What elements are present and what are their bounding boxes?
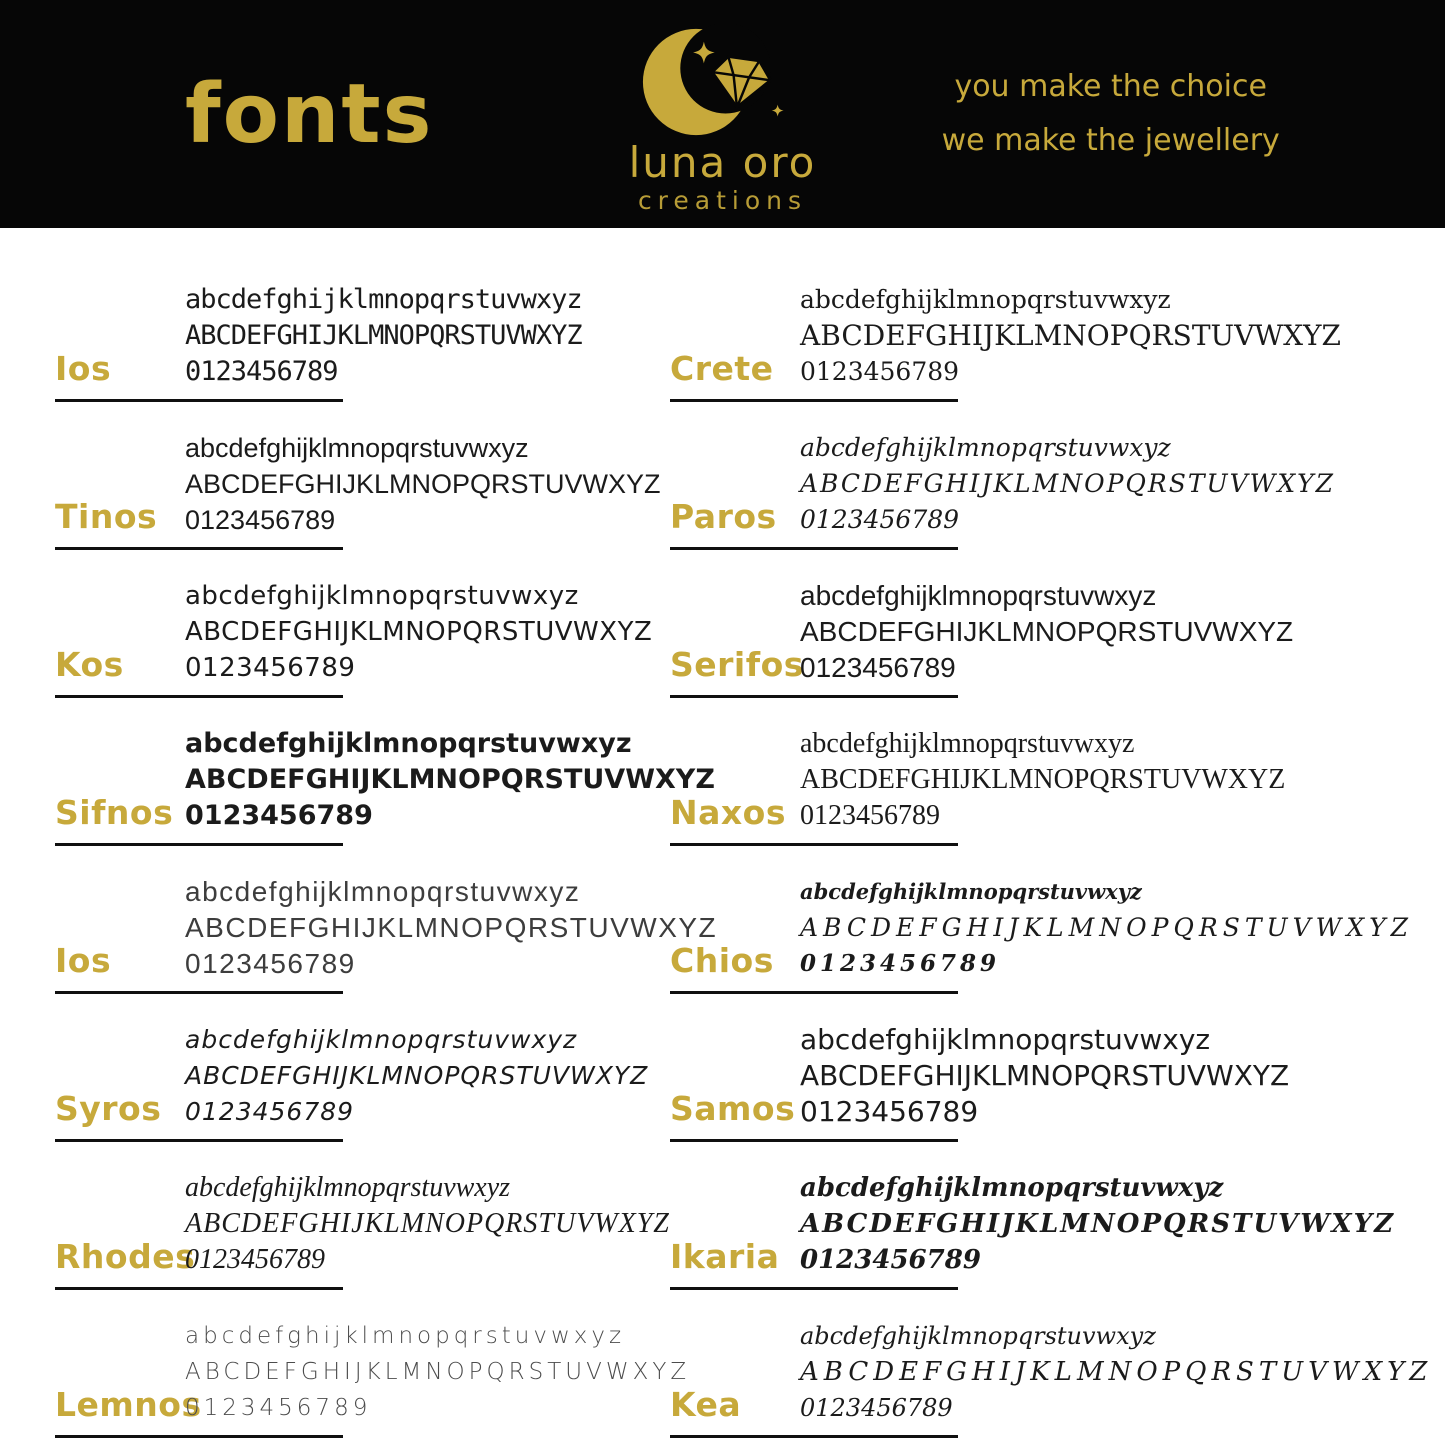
sample-digits: 0123456789 bbox=[185, 1395, 372, 1421]
font-sample bbox=[800, 1022, 1445, 1130]
sample-uppercase: ABCDEFGHIJKLMNOPQRSTUVWXYZ bbox=[800, 1209, 1396, 1239]
font-entry-rhodes bbox=[0, 1142, 670, 1290]
sample-uppercase: ABCDEFGHIJKLMNOPQRSTUVWXYZ bbox=[185, 1208, 670, 1239]
sample-digits: 0123456789 bbox=[185, 948, 356, 979]
sample-uppercase: ABCDEFGHIJKLMNOPQRSTUVWXYZ bbox=[185, 912, 718, 943]
font-name-label: Sifnos bbox=[55, 793, 174, 832]
sample-uppercase: ABCDEFGHIJKLMNOPQRSTUVWXYZ bbox=[800, 469, 1336, 498]
sample-uppercase: ABCDEFGHIJKLMNOPQRSTUVWXYZ bbox=[800, 1357, 1433, 1387]
sample-digits: 0123456789 bbox=[185, 1244, 325, 1275]
tagline-line1: you make the choice bbox=[954, 69, 1267, 104]
font-name-label: Paros bbox=[670, 497, 777, 536]
sample-uppercase: ABCDEFGHIJKLMNOPQRSTUVWXYZ bbox=[800, 616, 1294, 647]
header-banner bbox=[0, 0, 1445, 228]
font-name-label: Ikaria bbox=[670, 1237, 780, 1276]
sample-digits: 0123456789 bbox=[800, 950, 1001, 977]
font-name-label: Serifos bbox=[670, 645, 804, 684]
sample-lowercase: abcdefghijklmnopqrstuvwxyz bbox=[185, 581, 579, 611]
font-sample bbox=[185, 1170, 670, 1278]
font-entry-kos bbox=[0, 550, 653, 698]
font-sample bbox=[800, 1170, 1445, 1278]
font-entry-naxos bbox=[615, 698, 1445, 846]
font-name-label: Kos bbox=[55, 645, 124, 684]
sample-uppercase: ABCDEFGHIJKLMNOPQRSTUVWXYZ bbox=[800, 1059, 1290, 1092]
sample-digits: 0123456789 bbox=[800, 505, 960, 534]
tagline-line2: we make the jewellery bbox=[941, 123, 1280, 158]
font-sample bbox=[185, 430, 661, 538]
sample-uppercase: ABCDEFGHIJKLMNOPQRSTUVWXYZ bbox=[185, 617, 653, 647]
sample-lowercase: abcdefghijklmnopqrstuvwxyz bbox=[800, 1023, 1211, 1056]
font-name-label: Kea bbox=[670, 1385, 742, 1424]
sample-digits: 0123456789 bbox=[800, 800, 940, 831]
sample-uppercase: ABCDEFGHIJKLMNOPQRSTUVWXYZ bbox=[185, 469, 661, 499]
font-name-label: Tinos bbox=[55, 497, 158, 536]
font-entry-lemnos bbox=[0, 1290, 691, 1438]
sample-uppercase: ABCDEFGHIJKLMNOPQRSTUVWXYZ bbox=[800, 319, 1341, 352]
font-name-label: Naxos bbox=[670, 793, 786, 832]
font-entry-sifnos bbox=[0, 698, 715, 846]
font-entry-syros bbox=[0, 994, 649, 1142]
sample-digits: 0123456789 bbox=[185, 505, 336, 535]
font-name-label: Ios bbox=[55, 941, 112, 980]
brand-name: luna oro bbox=[628, 138, 817, 188]
font-name-label: Lemnos bbox=[55, 1385, 202, 1424]
sample-lowercase: abcdefghijklmnopqrstuvwxyz bbox=[800, 285, 1171, 314]
font-sample bbox=[800, 282, 1445, 390]
sample-lowercase: abcdefghijklmnopqrstuvwxyz bbox=[800, 1173, 1224, 1203]
divider-rule bbox=[55, 1435, 343, 1438]
sample-lowercase: abcdefghijklmnopqrstuvwxyz bbox=[800, 433, 1171, 462]
sample-digits: 0123456789 bbox=[185, 356, 338, 387]
sample-digits: 0123456789 bbox=[800, 1095, 979, 1128]
sample-uppercase: ABCDEFGHIJKLMNOPQRSTUVWXYZ bbox=[800, 913, 1414, 942]
sample-digits: 0123456789 bbox=[800, 1245, 981, 1275]
sample-uppercase: ABCDEFGHIJKLMNOPQRSTUVWXYZ bbox=[800, 764, 1286, 795]
sample-digits: 0123456789 bbox=[800, 357, 960, 386]
font-name-label: Samos bbox=[670, 1089, 796, 1128]
brand-subtitle: creations bbox=[637, 185, 808, 215]
font-entry-tinos bbox=[0, 402, 661, 550]
font-entry-paros bbox=[615, 402, 1445, 550]
sample-lowercase: abcdefghijklmnopqrstuvwxyz bbox=[800, 580, 1157, 611]
sample-lowercase: abcdefghijklmnopqrstuvwxyz bbox=[185, 876, 581, 907]
font-entry-chios bbox=[615, 846, 1445, 994]
sample-lowercase: abcdefghijklmnopqrstuvwxyz bbox=[185, 284, 582, 315]
sample-uppercase: ABCDEFGHIJKLMNOPQRSTUVWXYZ bbox=[185, 1359, 691, 1385]
sample-lowercase: abcdefghijklmnopqrstuvwxyz bbox=[185, 433, 529, 463]
font-name-label: Syros bbox=[55, 1089, 162, 1128]
font-name-label: Crete bbox=[670, 349, 774, 388]
font-sample bbox=[185, 282, 615, 390]
font-sample-sheet bbox=[0, 228, 1445, 1438]
font-name-label: Rhodes bbox=[55, 1237, 196, 1276]
sample-lowercase: abcdefghijklmnopqrstuvwxyz bbox=[185, 1323, 626, 1349]
sample-lowercase: abcdefghijklmnopqrstuvwxyz bbox=[800, 1322, 1156, 1350]
font-sample bbox=[185, 1022, 648, 1130]
sample-uppercase: ABCDEFGHIJKLMNOPQRSTUVWXYZ bbox=[185, 764, 715, 795]
brand-logo bbox=[629, 13, 817, 214]
sample-lowercase: abcdefghijklmnopqrstuvwxyz bbox=[185, 728, 632, 759]
font-entry-ios-light bbox=[0, 846, 718, 994]
font-sample bbox=[800, 726, 1445, 834]
sample-digits: 0123456789 bbox=[800, 652, 956, 683]
sample-digits: 0123456789 bbox=[185, 800, 373, 831]
font-entry-crete bbox=[615, 254, 1445, 402]
sample-lowercase: abcdefghijklmnopqrstuvwxyz bbox=[185, 1172, 511, 1203]
sample-digits: 0123456789 bbox=[800, 1394, 953, 1422]
font-entry-serifos bbox=[615, 550, 1445, 698]
sample-uppercase: ABCDEFGHIJKLMNOPQRSTUVWXYZ bbox=[185, 320, 582, 351]
moon-diamond-icon bbox=[639, 23, 806, 141]
tagline bbox=[942, 60, 1280, 168]
font-sample bbox=[800, 578, 1445, 686]
font-sample bbox=[800, 874, 1445, 982]
page-title: fonts bbox=[185, 66, 434, 162]
font-name-label: Ios bbox=[55, 349, 112, 388]
sample-uppercase: ABCDEFGHIJKLMNOPQRSTUVWXYZ bbox=[185, 1061, 649, 1090]
sample-digits: 0123456789 bbox=[185, 1097, 355, 1126]
sample-lowercase: abcdefghijklmnopqrstuvwxyz bbox=[800, 728, 1135, 759]
sample-lowercase: abcdefghijklmnopqrstuvwxyz bbox=[800, 879, 1142, 904]
sample-lowercase: abcdefghijklmnopqrstuvwxyz bbox=[185, 1025, 578, 1054]
font-entry-samos bbox=[615, 994, 1445, 1142]
font-entry-ios bbox=[0, 254, 615, 402]
divider-rule bbox=[670, 1435, 958, 1438]
font-name-label: Chios bbox=[670, 941, 774, 980]
font-entry-kea bbox=[615, 1290, 1445, 1438]
font-sample bbox=[800, 430, 1445, 538]
font-entry-ikaria bbox=[615, 1142, 1445, 1290]
font-sample bbox=[800, 1318, 1445, 1426]
font-sample bbox=[185, 578, 652, 686]
sample-digits: 0123456789 bbox=[185, 653, 356, 683]
